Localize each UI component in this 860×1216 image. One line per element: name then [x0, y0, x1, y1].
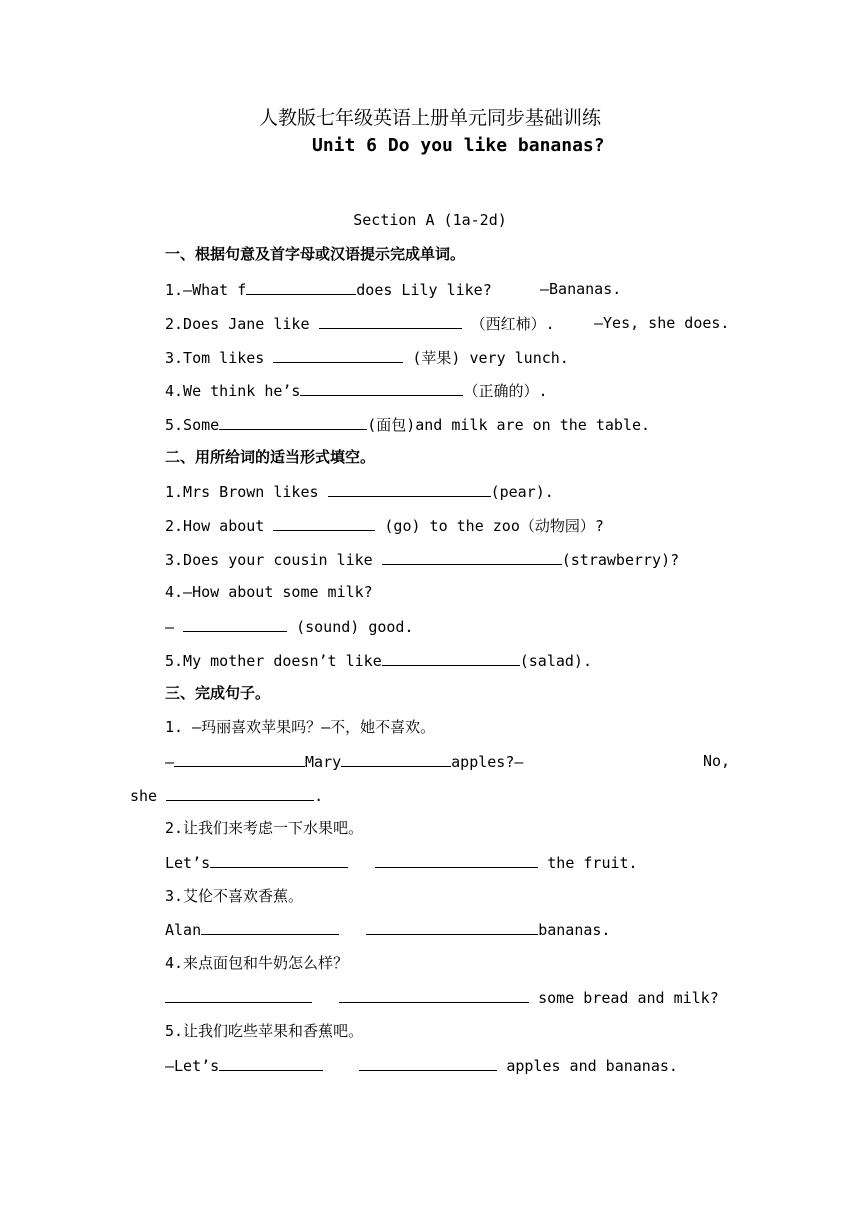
- answer-blank[interactable]: [246, 279, 356, 295]
- answer-blank[interactable]: [382, 549, 562, 565]
- part3-question-5-prompt: 5.让我们吃些苹果和香蕉吧。: [165, 1022, 364, 1040]
- answer-blank[interactable]: [375, 852, 538, 868]
- answer-blank[interactable]: [300, 380, 463, 396]
- part1-question-4: 4.We think he’s （正确的）.: [165, 382, 548, 400]
- part1-question-1: 1.—What f does Lily like?: [165, 281, 492, 299]
- part2-question-3: 3.Does your cousin like (strawberry)?: [165, 551, 680, 569]
- document-title-english: Unit 6 Do you like bananas?: [312, 135, 605, 156]
- answer-blank[interactable]: [359, 1055, 497, 1071]
- part2-question-4-reply: — (sound) good.: [165, 618, 414, 636]
- part2-question-2: 2.How about (go) to the zoo（动物园）?: [165, 517, 604, 535]
- part2-question-1: 1.Mrs Brown likes (pear).: [165, 483, 554, 501]
- answer-blank[interactable]: [341, 751, 451, 767]
- answer-blank[interactable]: [273, 515, 375, 531]
- part1-heading: 一、根据句意及首字母或汉语提示完成单词。: [165, 245, 466, 263]
- section-title: Section A (1a-2d): [353, 211, 507, 229]
- answer-blank[interactable]: [382, 650, 520, 666]
- part3-question-4-prompt: 4.来点面包和牛奶怎么样？: [165, 954, 349, 972]
- part2-question-5: 5.My mother doesn’t like (salad).: [165, 652, 592, 670]
- answer-blank[interactable]: [183, 616, 287, 632]
- part1-question-1-answer: —Bananas.: [540, 280, 622, 298]
- answer-blank[interactable]: [273, 347, 403, 363]
- answer-blank[interactable]: [339, 987, 529, 1003]
- answer-blank[interactable]: [165, 987, 312, 1003]
- part3-question-2: Let’s the fruit.: [165, 854, 638, 872]
- part1-question-5: 5.Some (面包)and milk are on the table.: [165, 416, 651, 434]
- answer-blank[interactable]: [319, 313, 462, 329]
- answer-blank[interactable]: [328, 481, 491, 497]
- part3-question-3: Alan bananas.: [165, 921, 611, 939]
- part3-question-1-prompt: 1. —玛丽喜欢苹果吗？—不，她不喜欢。: [165, 718, 436, 736]
- part3-heading: 三、完成句子。: [165, 684, 271, 702]
- answer-blank[interactable]: [219, 1055, 323, 1071]
- answer-blank[interactable]: [366, 919, 538, 935]
- answer-blank[interactable]: [210, 852, 348, 868]
- part3-question-1: — Mary apples?—: [165, 753, 524, 771]
- document-title-chinese: 人教版七年级英语上册单元同步基础训练: [258, 107, 601, 129]
- part3-question-2-prompt: 2.让我们来考虑一下水果吧。: [165, 819, 364, 837]
- part3-question-4: some bread and milk?: [165, 987, 719, 1008]
- part1-question-2: 2.Does Jane like （西红柿）.: [165, 315, 555, 333]
- answer-blank[interactable]: [219, 414, 367, 430]
- part3-question-1-no: No,: [703, 752, 731, 770]
- part1-question-2-answer: —Yes, she does.: [594, 314, 730, 332]
- part2-heading: 二、用所给词的适当形式填空。: [165, 448, 376, 466]
- part1-question-3: 3.Tom likes (苹果) very lunch.: [165, 349, 569, 367]
- part3-question-1-continuation: she .: [130, 787, 324, 805]
- answer-blank[interactable]: [201, 919, 339, 935]
- answer-blank[interactable]: [174, 751, 305, 767]
- answer-blank[interactable]: [166, 785, 314, 801]
- part3-question-5: —Let’s apples and bananas.: [165, 1057, 678, 1075]
- part3-question-3-prompt: 3.艾伦不喜欢香蕉。: [165, 887, 304, 905]
- part2-question-4: 4.—How about some milk?: [165, 583, 373, 601]
